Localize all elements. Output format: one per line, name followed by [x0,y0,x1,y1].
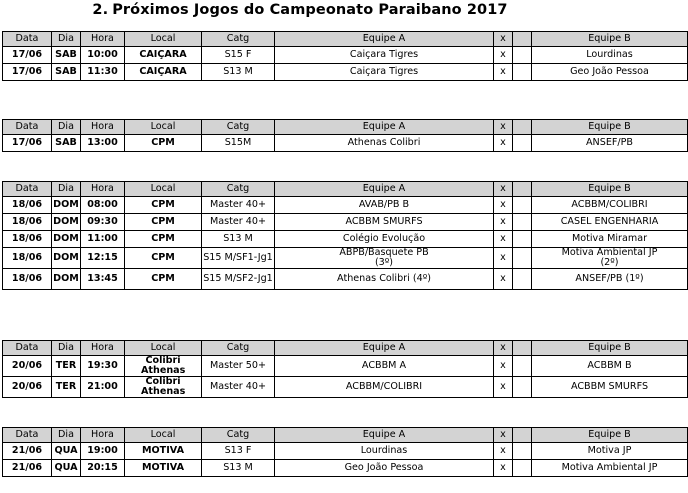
header-equipe-a: Equipe A [275,182,494,197]
cell-local: CPM [125,135,202,152]
header-hora: Hora [81,182,125,197]
cell-hora: 19:30 [81,356,125,377]
cell-x: x [494,269,513,290]
header-local: Local [125,182,202,197]
table-row [3,460,688,477]
cell-dia: QUA [52,443,81,460]
cell-equipe-a: Caiçara Tigres [275,64,494,81]
cell-hora: 12:15 [81,248,125,269]
cell-data: 18/06 [3,214,52,231]
header-equipe-a: Equipe A [275,341,494,356]
cell-equipe-b: Motiva Miramar [532,231,688,248]
cell-equipe-b: Motiva Ambiental JP [532,460,688,477]
cell-hora: 08:00 [81,197,125,214]
header-equipe-b: Equipe B [532,341,688,356]
cell-gap [513,135,532,152]
cell-x: x [494,47,513,64]
games-table-block-3 [2,181,688,290]
cell-x: x [494,197,513,214]
cell-local: CPM [125,269,202,290]
games-table-block-2 [2,119,688,152]
cell-equipe-b: Motiva JP [532,443,688,460]
header-dia: Dia [52,341,81,356]
header-equipe-a: Equipe A [275,32,494,47]
cell-equipe-b: ACBBM/COLIBRI [532,197,688,214]
cell-dia: DOM [52,214,81,231]
header-gap [513,120,532,135]
cell-data: 18/06 [3,248,52,269]
cell-local: CPM [125,231,202,248]
header-catg: Catg [202,120,275,135]
cell-equipe-b: CASEL ENGENHARIA [532,214,688,231]
cell-gap [513,460,532,477]
header-x: x [494,120,513,135]
table-header-row [3,32,688,47]
cell-data: 18/06 [3,269,52,290]
cell-gap [513,47,532,64]
cell-hora: 11:30 [81,64,125,81]
table-row [3,443,688,460]
cell-dia: SAB [52,64,81,81]
header-equipe-a: Equipe A [275,120,494,135]
cell-catg: Master 50+ [202,356,275,377]
cell-data: 17/06 [3,47,52,64]
cell-equipe-a: Athenas Colibri (4º) [275,269,494,290]
cell-catg: S13 M [202,64,275,81]
cell-equipe-a: Geo João Pessoa [275,460,494,477]
header-data: Data [3,120,52,135]
cell-catg: S13 F [202,443,275,460]
header-local: Local [125,428,202,443]
cell-equipe-b: ANSEF/PB (1º) [532,269,688,290]
cell-dia: DOM [52,231,81,248]
header-equipe-b: Equipe B [532,32,688,47]
cell-data: 21/06 [3,460,52,477]
header-catg: Catg [202,428,275,443]
cell-catg: S13 M [202,460,275,477]
games-table-block-5 [2,427,688,477]
cell-x: x [494,356,513,377]
cell-dia: DOM [52,269,81,290]
cell-x: x [494,135,513,152]
table-row [3,197,688,214]
cell-x: x [494,460,513,477]
header-equipe-a: Equipe A [275,428,494,443]
header-gap [513,182,532,197]
header-catg: Catg [202,341,275,356]
cell-dia: QUA [52,460,81,477]
cell-local: MOTIVA [125,443,202,460]
cell-equipe-a: ACBBM/COLIBRI [275,377,494,398]
cell-equipe-b: Lourdinas [532,47,688,64]
cell-gap [513,269,532,290]
header-hora: Hora [81,120,125,135]
header-hora: Hora [81,32,125,47]
cell-data: 18/06 [3,197,52,214]
cell-catg: Master 40+ [202,197,275,214]
cell-data: 20/06 [3,377,52,398]
cell-gap [513,248,532,269]
cell-catg: Master 40+ [202,377,275,398]
header-equipe-b: Equipe B [532,120,688,135]
cell-equipe-b: Geo João Pessoa [532,64,688,81]
table-header-row [3,182,688,197]
cell-x: x [494,248,513,269]
header-gap [513,341,532,356]
page-title [0,2,600,18]
cell-local: CPM [125,197,202,214]
header-x: x [494,428,513,443]
cell-gap [513,443,532,460]
header-dia: Dia [52,182,81,197]
cell-dia: SAB [52,47,81,64]
table-header-row [3,120,688,135]
header-dia: Dia [52,428,81,443]
table-row [3,64,688,81]
table-header-row [3,341,688,356]
cell-x: x [494,377,513,398]
table-row [3,231,688,248]
cell-dia: DOM [52,197,81,214]
table-row [3,214,688,231]
cell-gap [513,214,532,231]
cell-catg: S15 M/SF2-Jg1 [202,269,275,290]
cell-equipe-a: ABPB/Basquete PB (3º) [275,248,494,269]
cell-x: x [494,64,513,81]
cell-dia: SAB [52,135,81,152]
header-x: x [494,182,513,197]
cell-x: x [494,231,513,248]
cell-gap [513,64,532,81]
cell-equipe-b: ACBBM B [532,356,688,377]
header-local: Local [125,120,202,135]
header-gap [513,32,532,47]
cell-equipe-b: ACBBM SMURFS [532,377,688,398]
header-local: Local [125,341,202,356]
cell-hora: 20:15 [81,460,125,477]
cell-equipe-a: Lourdinas [275,443,494,460]
header-hora: Hora [81,341,125,356]
games-table-block-1 [2,31,688,81]
cell-gap [513,356,532,377]
cell-data: 17/06 [3,64,52,81]
cell-hora: 10:00 [81,47,125,64]
cell-catg: S13 M [202,231,275,248]
cell-equipe-a: AVAB/PB B [275,197,494,214]
cell-data: 17/06 [3,135,52,152]
cell-gap [513,377,532,398]
header-catg: Catg [202,182,275,197]
cell-gap [513,231,532,248]
header-gap [513,428,532,443]
header-hora: Hora [81,428,125,443]
cell-dia: TER [52,377,81,398]
header-data: Data [3,341,52,356]
cell-x: x [494,443,513,460]
table-row [3,269,688,290]
cell-local: Colibri Athenas [125,356,202,377]
cell-equipe-a: Caiçara Tigres [275,47,494,64]
header-local: Local [125,32,202,47]
cell-local: CAIÇARA [125,47,202,64]
header-dia: Dia [52,32,81,47]
cell-hora: 09:30 [81,214,125,231]
header-catg: Catg [202,32,275,47]
table-header-row [3,428,688,443]
header-x: x [494,32,513,47]
table-row [3,47,688,64]
table-row [3,377,688,398]
cell-equipe-a: ACBBM SMURFS [275,214,494,231]
cell-local: CAIÇARA [125,64,202,81]
cell-hora: 21:00 [81,377,125,398]
cell-local: MOTIVA [125,460,202,477]
cell-hora: 13:00 [81,135,125,152]
cell-data: 18/06 [3,231,52,248]
cell-equipe-a: Athenas Colibri [275,135,494,152]
cell-local: CPM [125,214,202,231]
cell-catg: Master 40+ [202,214,275,231]
header-dia: Dia [52,120,81,135]
cell-dia: DOM [52,248,81,269]
cell-local: Colibri Athenas [125,377,202,398]
cell-hora: 11:00 [81,231,125,248]
table-row [3,356,688,377]
cell-equipe-b: Motiva Ambiental JP (2º) [532,248,688,269]
header-equipe-b: Equipe B [532,182,688,197]
table-row [3,135,688,152]
header-data: Data [3,428,52,443]
header-data: Data [3,32,52,47]
cell-gap [513,197,532,214]
cell-catg: S15 F [202,47,275,64]
cell-equipe-a: ACBBM A [275,356,494,377]
cell-equipe-a: Colégio Evolução [275,231,494,248]
section-title: Próximos Jogos do Campeonato Paraibano 2017 [112,2,508,18]
cell-equipe-b: ANSEF/PB [532,135,688,152]
header-data: Data [3,182,52,197]
header-x: x [494,341,513,356]
cell-hora: 19:00 [81,443,125,460]
cell-dia: TER [52,356,81,377]
games-table-block-4 [2,340,688,398]
cell-data: 20/06 [3,356,52,377]
cell-x: x [494,214,513,231]
cell-hora: 13:45 [81,269,125,290]
table-row [3,248,688,269]
cell-catg: S15 M/SF1-Jg1 [202,248,275,269]
section-number: 2. [92,2,109,18]
cell-data: 21/06 [3,443,52,460]
header-equipe-b: Equipe B [532,428,688,443]
cell-catg: S15M [202,135,275,152]
cell-local: CPM [125,248,202,269]
